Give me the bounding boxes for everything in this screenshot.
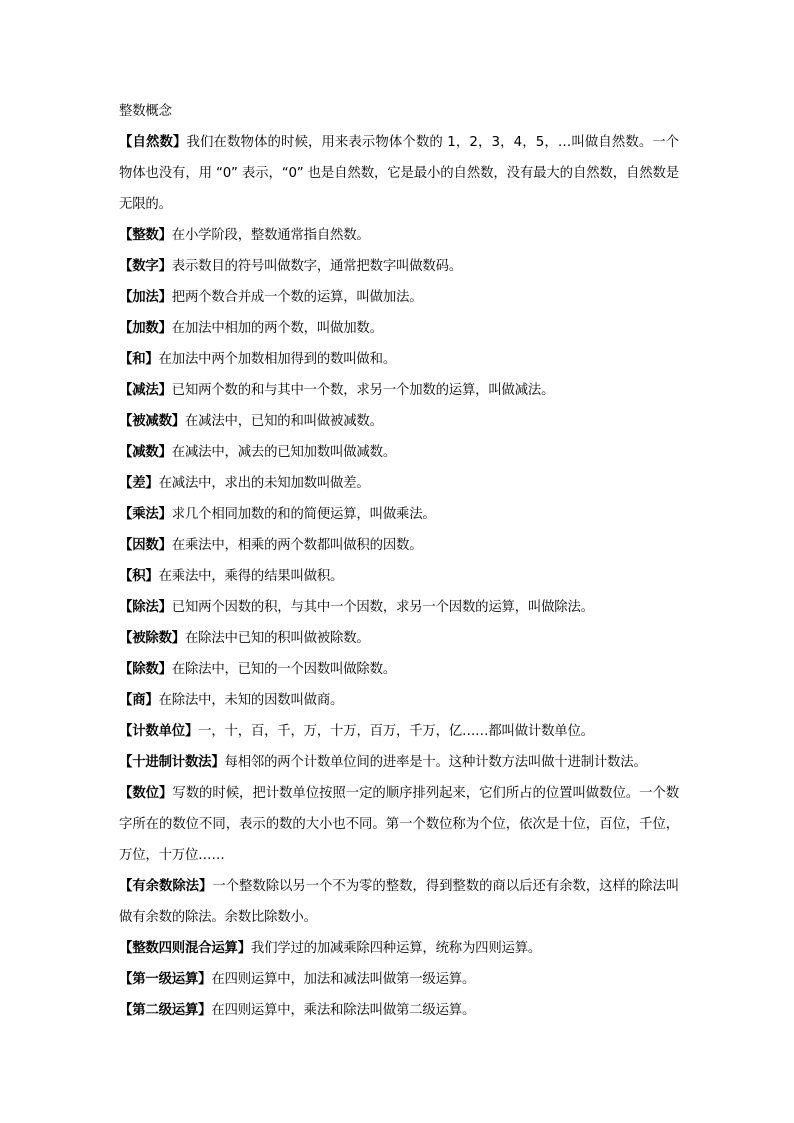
definition-item	[119, 871, 679, 933]
definition-text: 表示数目的符号叫做数字，通常把数字叫做数码。	[171, 259, 462, 274]
definition-text: 已知两个数的和与其中一个数，求另一个加数的运算，叫做减法。	[171, 383, 555, 398]
definition-list	[119, 127, 679, 1026]
definition-item	[119, 685, 679, 716]
definition-term: 【商】	[119, 693, 159, 708]
definition-term: 【减法】	[119, 383, 172, 398]
definition-item	[119, 530, 679, 561]
definition-text: 在加法中两个加数相加得到的数叫做和。	[158, 352, 397, 367]
definition-item	[119, 623, 679, 654]
definition-term: 【加法】	[119, 290, 172, 305]
definition-text: 在减法中，已知的和叫做被减数。	[184, 414, 383, 429]
definition-term: 【数位】	[119, 786, 173, 801]
definition-term: 【有余数除法】	[119, 879, 213, 894]
definition-term: 【第一级运算】	[119, 972, 212, 987]
definition-text: 每相邻的两个计数单位间的进率是十。这种计数方法叫做十进制计数法。	[224, 755, 647, 770]
definition-term: 【被减数】	[119, 414, 185, 429]
definition-item	[119, 220, 679, 251]
definition-text: 在乘法中，乘得的结果叫做积。	[158, 569, 344, 584]
definition-term: 【自然数】	[119, 135, 187, 150]
definition-item	[119, 437, 679, 468]
definition-item	[119, 995, 679, 1026]
definition-term: 【计数单位】	[119, 724, 199, 739]
definition-term: 【除数】	[119, 662, 172, 677]
definition-term: 【数字】	[119, 259, 172, 274]
definition-text: 一个整数除以另一个不为零的整数，得到整数的商以后还有余数，这样的除法叫做有余数的除法。余数比除数小。	[119, 879, 679, 925]
definition-term: 【差】	[119, 476, 159, 491]
definition-item	[119, 375, 679, 406]
definition-item	[119, 933, 679, 964]
definition-term: 【和】	[119, 352, 159, 367]
definition-item	[119, 406, 679, 437]
definition-item	[119, 127, 679, 220]
definition-text: 把两个数合并成一个数的运算，叫做加法。	[171, 290, 423, 305]
definition-item	[119, 654, 679, 685]
definition-text: 我们在数物体的时候，用来表示物体个数的 1，2，3，4，5，…叫做自然数。一个物体也没有，用 “0” 表示，“0” 也是自然数，它是最小的自然数，没有最大的自然数，自然数是无限的。	[119, 135, 679, 212]
definition-term: 【被除数】	[119, 631, 185, 646]
page-title: 整数概念	[119, 104, 172, 119]
definition-text: 写数的时候，把计数单位按照一定的顺序排列起来，它们所占的位置叫做数位。一个数字所在的数位不同，表示的数的大小也不同。第一个数位称为个位，依次是十位，百位，千位，万位，十万位……	[119, 786, 680, 863]
definition-text: 在加法中相加的两个数，叫做加数。	[171, 321, 383, 336]
definition-text: 一，十，百，千，万，十万，百万，千万，亿……都叫做计数单位。	[198, 724, 594, 739]
definition-item	[119, 313, 679, 344]
definition-text: 在除法中，已知的一个因数叫做除数。	[171, 662, 397, 677]
definition-term: 【整数四则混合运算】	[119, 941, 251, 956]
definition-text: 在除法中，未知的因数叫做商。	[158, 693, 344, 708]
definition-term: 【积】	[119, 569, 159, 584]
definition-item	[119, 964, 679, 995]
definition-item	[119, 282, 679, 313]
definition-text: 在减法中，求出的未知加数叫做差。	[158, 476, 370, 491]
definition-item	[119, 561, 679, 592]
definition-item	[119, 778, 679, 871]
definition-term: 【除法】	[119, 600, 172, 615]
definition-term: 【减数】	[119, 445, 172, 460]
definition-text: 在除法中已知的积叫做被除数。	[184, 631, 370, 646]
definition-text: 我们学过的加减乘除四种运算，统称为四则运算。	[250, 941, 542, 956]
definition-item	[119, 344, 679, 375]
definition-text: 已知两个因数的积，与其中一个因数，求另一个因数的运算，叫做除法。	[171, 600, 594, 615]
definition-text: 在四则运算中，加法和减法叫做第一级运算。	[211, 972, 476, 987]
definition-item	[119, 716, 679, 747]
document-page	[119, 96, 679, 1026]
definition-text: 求几个相同加数的和的简便运算，叫做乘法。	[171, 507, 436, 522]
definition-item	[119, 499, 679, 530]
definition-item	[119, 468, 679, 499]
definition-term: 【十进制计数法】	[119, 755, 225, 770]
definition-text: 在四则运算中，乘法和除法叫做第二级运算。	[211, 1003, 476, 1018]
definition-term: 【乘法】	[119, 507, 172, 522]
definition-text: 在减法中，减去的已知加数叫做减数。	[171, 445, 397, 460]
definition-text: 在乘法中，相乘的两个数都叫做积的因数。	[171, 538, 423, 553]
definition-text: 在小学阶段，整数通常指自然数。	[171, 228, 370, 243]
definition-term: 【加数】	[119, 321, 172, 336]
definition-item	[119, 251, 679, 282]
definition-term: 【第二级运算】	[119, 1003, 212, 1018]
definition-item	[119, 592, 679, 623]
definition-term: 【整数】	[119, 228, 172, 243]
definition-item	[119, 747, 679, 778]
definition-term: 【因数】	[119, 538, 172, 553]
